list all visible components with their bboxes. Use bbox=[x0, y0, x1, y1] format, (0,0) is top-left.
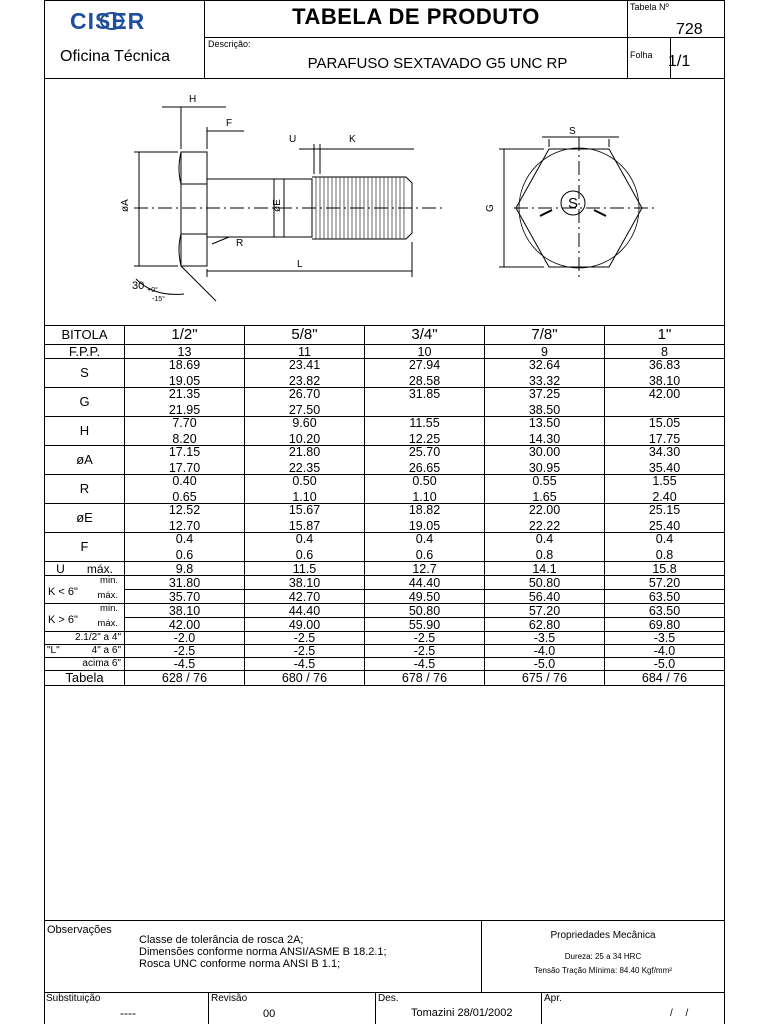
hardness: Dureza: 25 a 34 HRC bbox=[564, 952, 642, 961]
dim-label-f: F bbox=[226, 118, 233, 129]
k-min-value: 44.40 bbox=[408, 575, 441, 590]
l-value: -5.0 bbox=[533, 656, 556, 671]
tabela-row bbox=[45, 671, 725, 686]
dim-min: 0.4 bbox=[295, 532, 314, 546]
dim-min: 32.64 bbox=[528, 358, 561, 372]
dim-min: 22.00 bbox=[528, 503, 561, 517]
k-min-value: 50.80 bbox=[408, 603, 441, 618]
l-range-label: 2.1/2" a 4" bbox=[74, 632, 121, 643]
tabela-value: 628 / 76 bbox=[161, 671, 208, 685]
k-gt-label: K > 6" bbox=[48, 614, 78, 626]
l-value: -2.5 bbox=[413, 630, 436, 645]
dim-max: 0.6 bbox=[415, 548, 434, 562]
obs-line: Classe de tolerância de rosca 2A; bbox=[139, 934, 304, 946]
u-label: U bbox=[56, 561, 65, 576]
dim-max: 25.40 bbox=[648, 519, 681, 533]
department-label: Oficina Técnica bbox=[60, 48, 170, 65]
dim-min: 21.35 bbox=[168, 387, 201, 401]
u-value: 11.5 bbox=[292, 561, 317, 576]
observations-text bbox=[139, 934, 387, 970]
bolt-technical-drawing bbox=[44, 79, 725, 325]
revision-label: Revisão bbox=[211, 993, 248, 1004]
dim-max: 12.70 bbox=[168, 519, 201, 533]
fpp-label: F.P.P. bbox=[68, 343, 101, 359]
u-sub-label: máx. bbox=[86, 561, 113, 576]
dim-row-2 bbox=[45, 417, 725, 446]
footer-div-3 bbox=[541, 992, 542, 1024]
sheet-number: 1/1 bbox=[668, 53, 691, 70]
k-max-value: 35.70 bbox=[168, 589, 201, 604]
k-min-value: 50.80 bbox=[528, 575, 561, 590]
svg-text:CISER: CISER bbox=[70, 8, 146, 34]
dim-label: F bbox=[80, 539, 89, 554]
approval-label: Apr. bbox=[544, 993, 562, 1004]
k-lt-label: K < 6" bbox=[48, 586, 78, 598]
k-lt-min-row bbox=[45, 576, 725, 590]
dim-max: 0.8 bbox=[535, 548, 554, 562]
product-description: PARAFUSO SEXTAVADO G5 UNC RP bbox=[307, 55, 568, 72]
dim-max: 1.10 bbox=[412, 490, 437, 504]
dim-max: 2.40 bbox=[652, 490, 677, 504]
k-gt-max-label: máx. bbox=[97, 618, 118, 629]
substitution-label: Substituição bbox=[46, 993, 101, 1004]
l-value: -4.5 bbox=[413, 656, 436, 671]
dim-max: 27.50 bbox=[288, 403, 321, 417]
tensile-strength: Tensão Tração Mínima: 84.40 Kgf/mm² bbox=[534, 966, 672, 975]
dim-max: 1.10 bbox=[292, 490, 317, 504]
dim-max: 33.32 bbox=[528, 374, 561, 388]
l-value: -3.5 bbox=[653, 630, 676, 645]
u-row bbox=[45, 562, 725, 576]
dim-max: 26.65 bbox=[408, 461, 441, 475]
dim-min: 13.50 bbox=[528, 416, 561, 430]
dim-max: 0.65 bbox=[172, 490, 197, 504]
dim-min: 18.82 bbox=[408, 503, 441, 517]
k-min-value: 38.10 bbox=[288, 575, 321, 590]
dim-label-l: L bbox=[297, 259, 303, 270]
observations-label: Observações bbox=[47, 924, 112, 936]
dim-min: 34.30 bbox=[648, 445, 681, 459]
props-title: Propriedades Mecânica bbox=[550, 930, 656, 941]
dim-max: 0.6 bbox=[295, 548, 314, 562]
dim-label: H bbox=[79, 423, 90, 438]
table-number: 728 bbox=[676, 21, 703, 38]
dim-label-r: R bbox=[236, 238, 244, 249]
fpp-value: 13 bbox=[177, 344, 192, 359]
l-value: -4.5 bbox=[173, 656, 196, 671]
l-value: -2.0 bbox=[173, 630, 196, 645]
size-header: 1" bbox=[657, 326, 672, 343]
dim-label-h: H bbox=[189, 94, 197, 105]
u-value: 9.8 bbox=[175, 561, 194, 576]
fpp-value: 11 bbox=[298, 344, 311, 359]
dim-min: 0.50 bbox=[412, 474, 437, 488]
tabela-value: 678 / 76 bbox=[401, 671, 448, 685]
l-row-0 bbox=[45, 632, 725, 645]
dim-label: øE bbox=[76, 510, 93, 525]
dim-min: 0.40 bbox=[172, 474, 197, 488]
l-value: -2.5 bbox=[413, 643, 436, 658]
dim-max: 30.95 bbox=[528, 461, 561, 475]
l-range-label: acima 6" bbox=[82, 658, 121, 669]
designer-value: Tomazini 28/01/2002 bbox=[411, 1007, 513, 1019]
k-max-value: 56.40 bbox=[528, 589, 561, 604]
dim-min: 25.15 bbox=[648, 503, 681, 517]
approval-value: / / bbox=[670, 1008, 689, 1019]
dim-min: 11.55 bbox=[409, 416, 440, 430]
page-title: TABELA DE PRODUTO bbox=[292, 4, 540, 29]
head-mark-s: S bbox=[568, 195, 579, 212]
bolt-head-outline bbox=[181, 152, 207, 266]
dim-row-6 bbox=[45, 533, 725, 562]
dim-max: 0.8 bbox=[655, 548, 674, 562]
substitution-value: ---- bbox=[120, 1006, 136, 1020]
u-value: 12.7 bbox=[412, 561, 437, 576]
l-value: -3.5 bbox=[533, 630, 556, 645]
dim-min: 23.41 bbox=[288, 358, 321, 372]
revision-value: 00 bbox=[263, 1008, 276, 1020]
dim-angle-tol-minus: -15° bbox=[152, 296, 165, 303]
footer-div-2 bbox=[375, 992, 376, 1024]
dim-label-u: U bbox=[289, 134, 297, 145]
k-min-value: 63.50 bbox=[648, 603, 681, 618]
dim-row-3 bbox=[45, 446, 725, 475]
table-number-label: Tabela Nº bbox=[630, 2, 669, 12]
dim-max: 14.30 bbox=[528, 432, 561, 446]
dim-label-angle: 30 bbox=[132, 280, 145, 292]
dim-max: 35.40 bbox=[648, 461, 681, 475]
dim-min: 31.85 bbox=[408, 387, 441, 401]
dim-min: 18.69 bbox=[168, 358, 201, 372]
dim-row-0 bbox=[45, 359, 725, 388]
dim-row-5 bbox=[45, 504, 725, 533]
dim-min: 30.00 bbox=[528, 445, 561, 459]
dim-label: S bbox=[80, 365, 89, 380]
dim-min: 1.55 bbox=[652, 474, 677, 488]
ciser-logo bbox=[70, 8, 170, 40]
l-value: -2.5 bbox=[293, 630, 316, 645]
k-max-value: 62.80 bbox=[528, 617, 561, 632]
dim-min: 21.80 bbox=[288, 445, 321, 459]
dim-max: 23.82 bbox=[288, 374, 321, 388]
dim-max: 17.75 bbox=[648, 432, 681, 446]
dim-min: 36.83 bbox=[648, 358, 681, 372]
dim-max: 22.35 bbox=[288, 461, 321, 475]
dim-min: 15.05 bbox=[648, 416, 681, 430]
u-value: 14.1 bbox=[532, 561, 557, 576]
dim-max: 8.20 bbox=[172, 432, 197, 446]
dim-max: 21.95 bbox=[168, 403, 201, 417]
dim-min: 0.55 bbox=[532, 474, 557, 488]
l-value: -5.0 bbox=[653, 656, 676, 671]
dim-max: 0.6 bbox=[175, 548, 194, 562]
k-max-value: 42.70 bbox=[288, 589, 321, 604]
dim-label-s: S bbox=[569, 126, 576, 137]
dim-label-a: øA bbox=[120, 199, 131, 212]
top-border bbox=[44, 0, 725, 1]
l-label: "L" bbox=[47, 645, 60, 656]
tabela-label: Tabela bbox=[65, 670, 104, 685]
obs-line: Rosca UNC conforme norma ANSI B 1.1; bbox=[139, 958, 341, 970]
dim-max: 10.20 bbox=[288, 432, 321, 446]
dim-angle-tol-plus: +0° bbox=[147, 287, 158, 294]
l-value: -4.0 bbox=[533, 643, 556, 658]
dim-min: 27.94 bbox=[408, 358, 441, 372]
fpp-value: 8 bbox=[661, 344, 668, 359]
l-range-label: 4" a 6" bbox=[91, 645, 121, 656]
dim-label: øA bbox=[76, 452, 93, 467]
dim-max: 17.70 bbox=[168, 461, 201, 475]
k-lt-max-label: máx. bbox=[97, 590, 118, 601]
fpp-value: 10 bbox=[417, 344, 432, 359]
dim-min: 37.25 bbox=[528, 387, 561, 401]
ciser-logo-mark bbox=[70, 8, 170, 34]
dim-max: 22.22 bbox=[528, 519, 561, 533]
size-header: 5/8" bbox=[291, 326, 318, 343]
k-min-value: 31.80 bbox=[168, 575, 201, 590]
dim-min: 0.4 bbox=[175, 532, 194, 546]
dim-max: 28.58 bbox=[408, 374, 441, 388]
u-value: 15.8 bbox=[652, 561, 677, 576]
footer-top-line bbox=[44, 920, 725, 921]
k-max-value: 55.90 bbox=[408, 617, 441, 632]
fpp-value: 9 bbox=[541, 344, 548, 359]
k-gt-max-row bbox=[45, 618, 725, 632]
k-max-value: 69.80 bbox=[648, 617, 681, 632]
dim-max: 1.65 bbox=[532, 490, 557, 504]
dim-min: 0.4 bbox=[655, 532, 674, 546]
dim-label: R bbox=[79, 481, 90, 496]
dim-min: 0.4 bbox=[535, 532, 554, 546]
dim-max: 15.87 bbox=[288, 519, 321, 533]
l-value: -4.0 bbox=[653, 643, 676, 658]
dim-min: 0.4 bbox=[415, 532, 434, 546]
sheet-label: Folha bbox=[630, 50, 653, 60]
size-header: 7/8" bbox=[531, 326, 558, 343]
bitola-row bbox=[45, 326, 725, 345]
dim-min: 25.70 bbox=[408, 445, 441, 459]
obs-line: Dimensões conforme norma ANSI/ASME B 18.2.1; bbox=[139, 946, 387, 958]
dim-min: 42.00 bbox=[648, 387, 681, 401]
l-row-1 bbox=[45, 645, 725, 658]
dim-row-4 bbox=[45, 475, 725, 504]
k-max-value: 49.00 bbox=[288, 617, 321, 632]
k-max-value: 49.50 bbox=[408, 589, 441, 604]
header-middle-line bbox=[204, 37, 725, 38]
k-lt-max-row bbox=[45, 590, 725, 604]
dim-max: 19.05 bbox=[168, 374, 201, 388]
dim-max: 12.25 bbox=[408, 432, 441, 446]
dim-max: 38.10 bbox=[648, 374, 681, 388]
dim-label: G bbox=[79, 394, 90, 409]
l-value: -4.5 bbox=[293, 656, 316, 671]
l-value: -2.5 bbox=[293, 643, 316, 658]
dim-min: 9.60 bbox=[292, 416, 317, 430]
dim-max: 19.05 bbox=[408, 519, 441, 533]
size-header: 3/4" bbox=[411, 326, 438, 343]
designer-label: Des. bbox=[378, 993, 399, 1004]
dim-label-k: K bbox=[349, 134, 356, 145]
dim-max: 38.50 bbox=[528, 403, 561, 417]
dim-min: 26.70 bbox=[288, 387, 321, 401]
k-max-value: 42.00 bbox=[168, 617, 201, 632]
dim-label-g: G bbox=[485, 204, 496, 212]
dim-min: 15.67 bbox=[288, 503, 321, 517]
k-min-value: 57.20 bbox=[648, 575, 681, 590]
k-gt-min-row bbox=[45, 604, 725, 618]
fpp-row bbox=[45, 345, 725, 359]
dim-min: 0.50 bbox=[292, 474, 317, 488]
dim-min: 7.70 bbox=[172, 416, 197, 430]
k-min-value: 44.40 bbox=[288, 603, 321, 618]
k-lt-min-label: min. bbox=[100, 575, 118, 586]
tabela-value: 675 / 76 bbox=[521, 671, 568, 685]
l-row-2 bbox=[45, 658, 725, 671]
description-label: Descrição: bbox=[208, 39, 251, 49]
dim-min: 12.52 bbox=[168, 503, 201, 517]
k-max-value: 63.50 bbox=[648, 589, 681, 604]
k-min-value: 38.10 bbox=[168, 603, 201, 618]
tabela-value: 680 / 76 bbox=[281, 671, 328, 685]
dimensions-table bbox=[44, 325, 725, 686]
dim-min: 17.15 bbox=[168, 445, 201, 459]
l-value: -2.5 bbox=[173, 643, 196, 658]
k-min-value: 57.20 bbox=[528, 603, 561, 618]
tabela-value: 684 / 76 bbox=[641, 671, 688, 685]
dim-row-1 bbox=[45, 388, 725, 417]
k-gt-min-label: min. bbox=[100, 603, 118, 614]
dim-label-e: øE bbox=[272, 199, 283, 212]
bitola-label: BITOLA bbox=[61, 327, 108, 342]
size-header: 1/2" bbox=[171, 326, 198, 343]
footer-div-1 bbox=[208, 992, 209, 1024]
